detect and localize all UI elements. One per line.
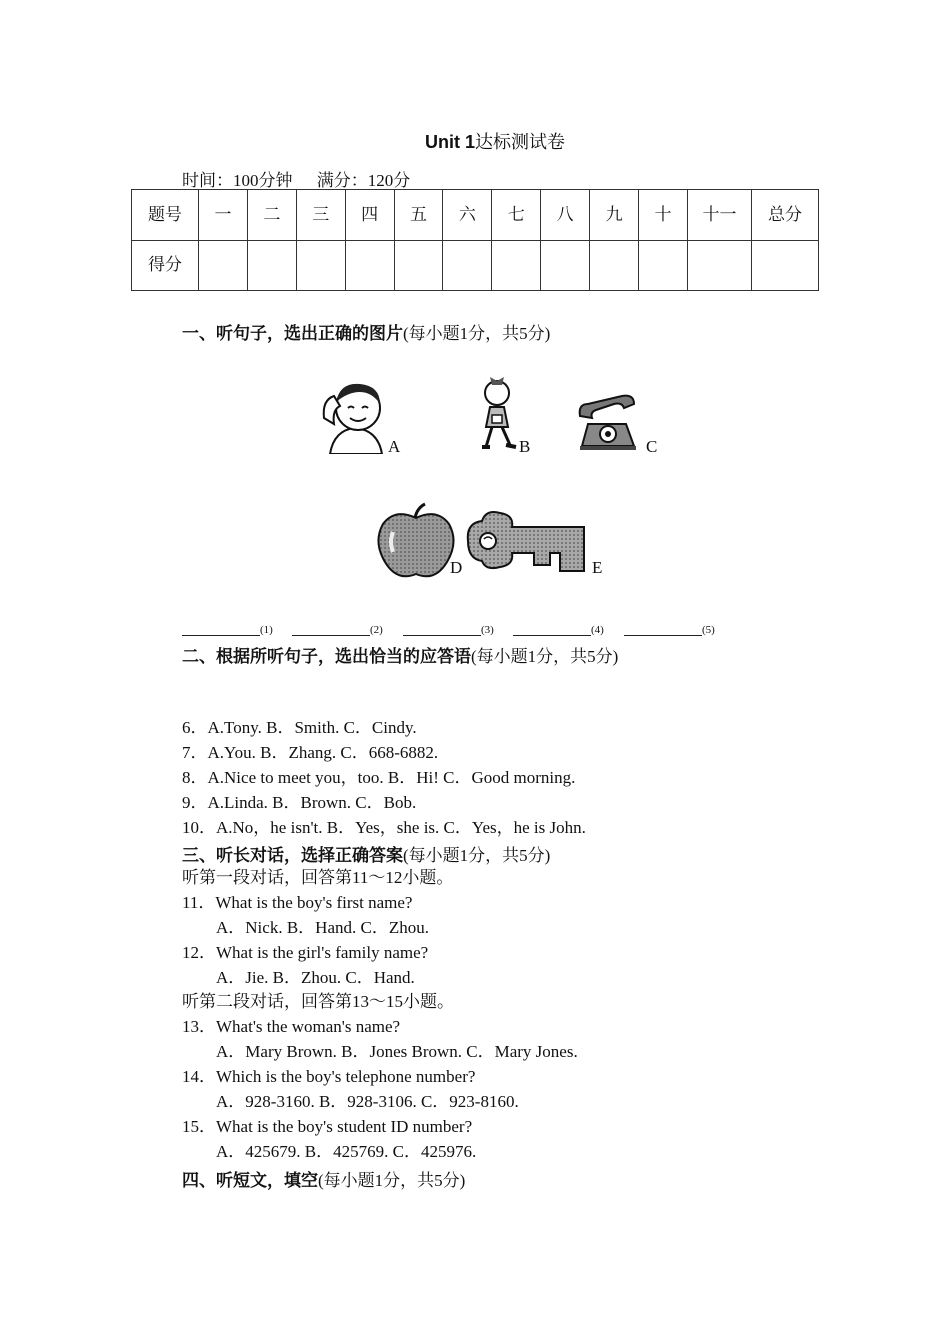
dialogue2-intro: 听第二段对话，回答第13～15小题。 (182, 992, 454, 1011)
options-12: A．Jie. B．Zhou. C．Hand. (216, 968, 415, 987)
score-cell[interactable] (590, 240, 639, 291)
score-cell[interactable] (199, 240, 248, 291)
key-icon (464, 505, 592, 575)
score-cell[interactable] (688, 240, 752, 291)
question-15: 15．What is the boy's student ID number? (182, 1117, 473, 1136)
score-cell[interactable] (752, 240, 819, 291)
score-cell[interactable] (541, 240, 590, 291)
score-cell[interactable] (296, 240, 345, 291)
question-12: 12．What is the girl's family name? (182, 943, 429, 962)
question-11: 11．What is the boy's first name? (182, 893, 413, 912)
section2-heading: 二、根据所听句子，选出恰当的应答语(每小题1分，共5分) (182, 647, 619, 666)
col-total: 总分 (752, 190, 819, 241)
answer-blank-1[interactable]: (1) (182, 619, 273, 636)
col-4: 四 (345, 190, 394, 241)
question-10: 10．A.No，he isn't. B．Yes，she is. C．Yes，he is John. (182, 818, 586, 837)
picture-letter-b: B (519, 437, 531, 456)
score-cell[interactable] (639, 240, 688, 291)
girl-icon (472, 375, 522, 455)
picture-letter-c: C (646, 437, 658, 456)
score-cell[interactable] (247, 240, 296, 291)
score-cell[interactable] (443, 240, 492, 291)
picture-letter-d: D (450, 558, 463, 577)
page-title: Unit 1达标测试卷 (424, 132, 565, 152)
answer-blank-5[interactable]: (5) (624, 619, 715, 636)
answer-blank-2[interactable]: (2) (292, 619, 383, 636)
score-table (131, 189, 819, 291)
score-cell[interactable] (492, 240, 541, 291)
section1-heading: 一、听句子，选出正确的图片(每小题1分，共5分) (182, 324, 551, 343)
col-7: 七 (492, 190, 541, 241)
col-10: 十 (639, 190, 688, 241)
col-6: 六 (443, 190, 492, 241)
dialogue1-intro: 听第一段对话，回答第11～12小题。 (182, 868, 454, 887)
col-11: 十一 (688, 190, 752, 241)
col-9: 九 (590, 190, 639, 241)
time-limit: 时间：100分钟 (182, 171, 293, 190)
question-8: 8．A.Nice to meet you，too. B．Hi! C．Good morning. (182, 768, 576, 787)
score-table-header-row (132, 190, 819, 241)
boy-waving-icon (320, 378, 390, 454)
options-13: A．Mary Brown. B．Jones Brown. C．Mary Jones. (216, 1042, 578, 1061)
apple-icon (375, 502, 457, 580)
score-cell[interactable] (345, 240, 394, 291)
options-11: A．Nick. B．Hand. C．Zhou. (216, 918, 429, 937)
telephone-icon (574, 394, 638, 452)
options-15: A．425679. B．425769. C．425976. (216, 1142, 477, 1161)
col-2: 二 (247, 190, 296, 241)
answer-blank-4[interactable]: (4) (513, 619, 604, 636)
question-6: 6．A.Tony. B．Smith. C．Cindy. (182, 718, 417, 737)
full-score: 满分：120分 (316, 171, 411, 190)
picture-letter-e: E (592, 558, 603, 577)
options-14: A．928-3160. B．928-3106. C．923-8160. (216, 1092, 519, 1111)
col-3: 三 (296, 190, 345, 241)
answer-blank-3[interactable]: (3) (403, 619, 494, 636)
question-14: 14．Which is the boy's telephone number? (182, 1067, 476, 1086)
score-cell[interactable] (394, 240, 443, 291)
score-table-score-row (132, 240, 819, 291)
section3-heading: 三、听长对话，选择正确答案(每小题1分，共5分) (182, 846, 551, 865)
row-label-number: 题号 (132, 190, 199, 241)
question-9: 9．A.Linda. B．Brown. C．Bob. (182, 793, 417, 812)
exam-meta (182, 166, 410, 191)
picture-letter-a: A (388, 437, 401, 456)
col-1: 一 (199, 190, 248, 241)
question-13: 13．What's the woman's name? (182, 1017, 401, 1036)
col-5: 五 (394, 190, 443, 241)
question-7: 7．A.You. B．Zhang. C．668-6882. (182, 743, 439, 762)
col-8: 八 (541, 190, 590, 241)
section4-heading: 四、听短文，填空(每小题1分，共5分) (182, 1171, 466, 1190)
row-label-score: 得分 (132, 240, 199, 291)
